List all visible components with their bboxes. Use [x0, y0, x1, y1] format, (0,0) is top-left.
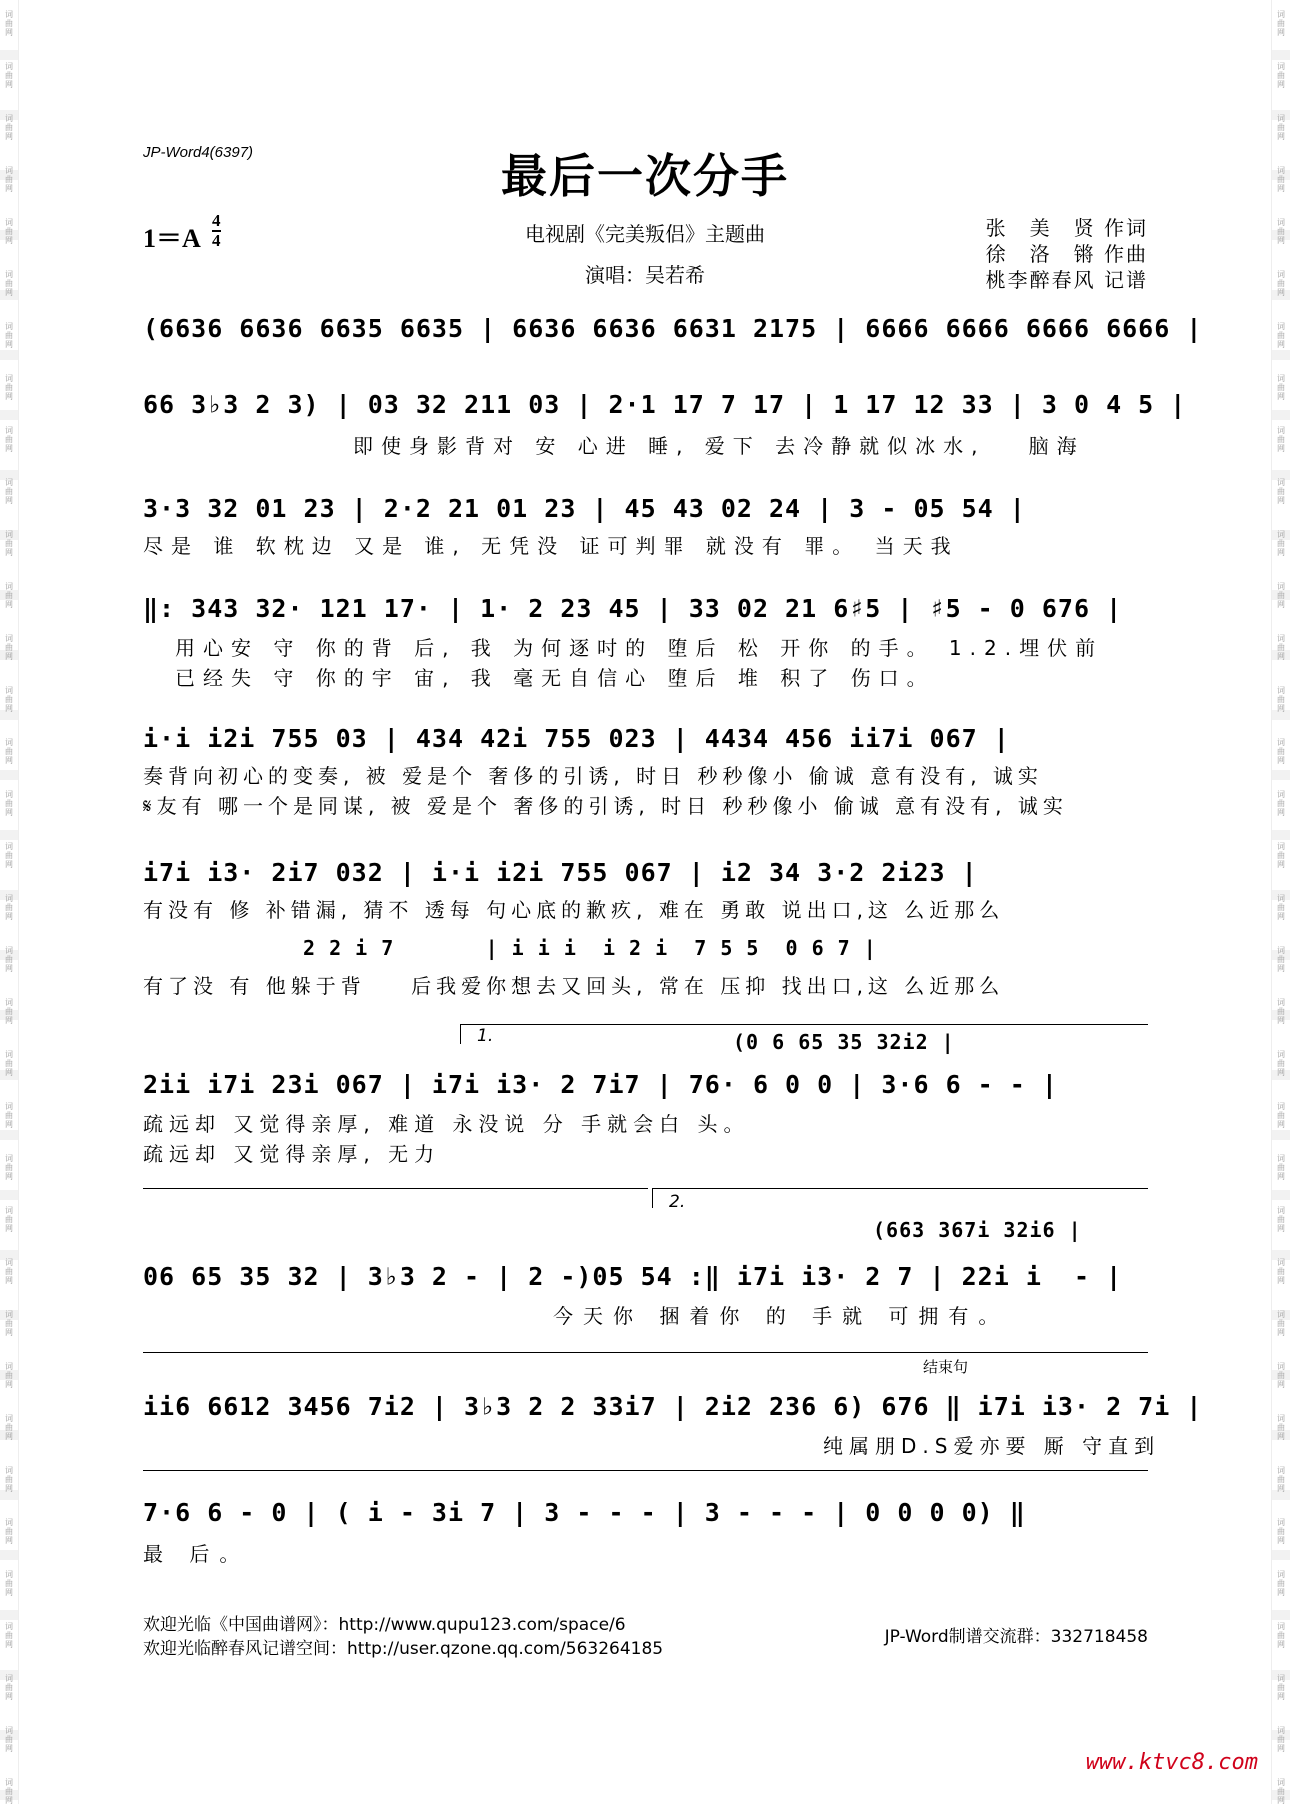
watermark-text: 词曲网: [5, 1466, 13, 1493]
watermark-text: 词曲网: [1277, 1362, 1285, 1389]
watermark-text: 词曲网: [5, 1362, 13, 1389]
notation-above: (0 6 65 35 32i2 |: [733, 1030, 955, 1054]
lyric-line: 有没有 修 补错漏, 猜不 透每 句心底的歉疚, 难在 勇敢 说出口,这 么近那么: [143, 898, 1005, 922]
watermark-text: 词曲网: [1277, 998, 1285, 1025]
watermark-text: 词曲网: [5, 1258, 13, 1285]
notation-line: 2 2 i 7 | i i i i 2 i 7 5 5 0 6 7 |: [303, 936, 877, 960]
watermark-text: 词曲网: [1277, 478, 1285, 505]
watermark-text: 词曲网: [5, 270, 13, 297]
notation-line: 2ii i7i 23i 067 | i7i i3· 2 7i7 | 76· 6 0 0 | 3·6 6 - - |: [143, 1070, 1058, 1099]
lyric-line: 即使身影背对 安 心进 睡, 爱下 去冷静就似冰水, 脑海: [353, 434, 1085, 458]
song-title: 最后一次分手: [501, 149, 789, 203]
watermark-text: 词曲网: [1277, 1726, 1285, 1753]
watermark-text: 词曲网: [1277, 218, 1285, 245]
subtitle: 电视剧《完美叛侣》主题曲: [525, 222, 765, 246]
watermark-text: 词曲网: [1277, 166, 1285, 193]
notation-line: 66 3♭3 2 3) | 03 32 211 03 | 2·1 17 7 17 | 1 17 12 33 | 3 0 4 5 |: [143, 390, 1187, 419]
watermark-text: 词曲网: [1277, 1778, 1285, 1805]
watermark-text: 词曲网: [1277, 270, 1285, 297]
watermark-text: 词曲网: [5, 1206, 13, 1233]
watermark-text: 词曲网: [1277, 1570, 1285, 1597]
watermark-text: 词曲网: [1277, 1154, 1285, 1181]
lyricist: 张 美 贤 作词: [985, 216, 1148, 240]
watermark-text: 词曲网: [5, 790, 13, 817]
watermark-text: 词曲网: [5, 322, 13, 349]
watermark-text: 词曲网: [5, 218, 13, 245]
staff-divider: [143, 1470, 1148, 1471]
watermark-text: 词曲网: [1277, 634, 1285, 661]
watermark-text: 词曲网: [1277, 1414, 1285, 1441]
watermark-text: 词曲网: [5, 634, 13, 661]
watermark-text: 词曲网: [5, 1726, 13, 1753]
key-signature: 1＝A: [143, 224, 201, 253]
watermark-text: 词曲网: [5, 998, 13, 1025]
score-system-9: [143, 1188, 1148, 1328]
score-system-6: [143, 858, 1148, 928]
watermark-text: 词曲网: [1277, 322, 1285, 349]
lyric-line: 今天你 捆着你 的 手就 可拥有。: [553, 1304, 1009, 1328]
watermark-text: 词曲网: [1277, 1622, 1285, 1649]
watermark-text: 词曲网: [5, 1414, 13, 1441]
website-logo: www.ktvc8.com: [1085, 1750, 1258, 1775]
score-system-10: [143, 1352, 1203, 1462]
watermark-text: 词曲网: [1277, 946, 1285, 973]
score-system-11: [143, 1498, 1148, 1578]
notation-above: (663 367i 32i6 |: [873, 1218, 1082, 1242]
footer-link-qupu[interactable]: 欢迎光临《中国曲谱网》：http://www.qupu123.com/space/6: [143, 1615, 626, 1635]
watermark-text: 词曲网: [5, 1102, 13, 1129]
software-tag: JP-Word4(6397): [143, 144, 254, 161]
notation-line: (6636 6636 6635 6635 | 6636 6636 6631 2175 | 6666 6666 6666 6666 |: [143, 314, 1203, 343]
lyric-line: 用心安 守 你的背 后, 我 为何逐吋的 堕后 松 开你 的手。 1.2.埋伏前: [175, 636, 1104, 660]
watermark-text: 词曲网: [1277, 114, 1285, 141]
lyric-line: 奏背向初心的变奏, 被 爱是个 奢侈的引诱, 时日 秒秒像小 偷诚 意有没有, 诚实: [143, 764, 1043, 788]
score-system-5: [143, 724, 1148, 824]
watermark-text: 词曲网: [1277, 62, 1285, 89]
notation-line: 7·6 6 - 0 | ( i - 3i 7 | 3 - - - | 3 - - - | 0 0 0 0) ‖: [143, 1498, 1026, 1527]
watermark-text: 词曲网: [1277, 1050, 1285, 1077]
transcriber: 桃李醉春风 记谱: [985, 268, 1148, 292]
notation-line: ii6 6612 3456 7i2 | 3♭3 2 2 33i7 | 2i2 236 6) 676 ‖ i7i i3· 2 7i |: [143, 1392, 1203, 1421]
watermark-text: 词曲网: [5, 166, 13, 193]
footer-link-qzone[interactable]: 欢迎光临醉春风记谱空间：http://user.qzone.qq.com/563264185: [143, 1639, 664, 1659]
watermark-text: 词曲网: [5, 582, 13, 609]
watermark-text: 词曲网: [1277, 1102, 1285, 1129]
lyric-line: 最 后。: [143, 1542, 250, 1566]
watermark-text: 词曲网: [1277, 582, 1285, 609]
watermark-text: 词曲网: [5, 1674, 13, 1701]
watermark-text: 词曲网: [1277, 426, 1285, 453]
watermark-text: 词曲网: [5, 1154, 13, 1181]
meter-bottom: 4: [212, 231, 221, 250]
watermark-text: 词曲网: [5, 842, 13, 869]
singer: 演唱：吴若希: [585, 263, 705, 287]
watermark-text: 词曲网: [1277, 374, 1285, 401]
watermark-text: 词曲网: [1277, 738, 1285, 765]
watermark-text: 词曲网: [5, 10, 13, 37]
watermark-text: 词曲网: [1277, 686, 1285, 713]
notation-line: 06 65 35 32 | 3♭3 2 - | 2 -)05 54 :‖ i7i i3· 2 7 | 22i i - |: [143, 1262, 1123, 1291]
watermark-text: 词曲网: [1277, 1466, 1285, 1493]
watermark-text: 词曲网: [5, 426, 13, 453]
watermark-text: 词曲网: [1277, 790, 1285, 817]
lyric-line: 纯属朋D.S爱亦要 厮 守直到: [823, 1434, 1161, 1458]
watermark-text: 词曲网: [1277, 894, 1285, 921]
meter-top: 4: [212, 211, 221, 230]
lyric-line: 疏远却 又觉得亲厚, 无力: [143, 1142, 441, 1166]
watermark-text: 词曲网: [1277, 1518, 1285, 1545]
score-system-2: [143, 390, 1187, 460]
watermark-text: 词曲网: [5, 686, 13, 713]
notation-line: ‖: 343 32· 121 17· | 1· 2 23 45 | 33 02 21 6♯5 | ♯5 - 0 676 |: [143, 594, 1123, 623]
watermark-text: 词曲网: [5, 1622, 13, 1649]
composer: 徐 洛 锵 作曲: [985, 242, 1148, 266]
watermark-text: 词曲网: [5, 1570, 13, 1597]
lyric-line: 尽是 谁 软枕边 又是 谁, 无凭没 证可判罪 就没有 罪。 当天我: [143, 534, 959, 558]
watermark-text: 词曲网: [5, 478, 13, 505]
watermark-text: 词曲网: [1277, 10, 1285, 37]
lyric-line: 疏远却 又觉得亲厚, 难道 永没说 分 手就会白 头。: [143, 1112, 750, 1136]
watermark-text: 词曲网: [5, 894, 13, 921]
watermark-text: 词曲网: [5, 738, 13, 765]
watermark-text: 词曲网: [5, 1518, 13, 1545]
lyric-line: 有了没 有 他躲于背 后我爱你想去又回头, 常在 压抑 找出口,这 么近那么: [143, 974, 1005, 998]
watermark-text: 词曲网: [1277, 842, 1285, 869]
notation-line: i·i i2i 755 03 | 434 42i 755 023 | 4434 456 ii7i 067 |: [143, 724, 1010, 753]
volta-1-label: 1.: [477, 1026, 494, 1046]
notation-line: 3·3 32 01 23 | 2·2 21 01 23 | 45 43 02 24 | 3 - 05 54 |: [143, 494, 1026, 523]
lyric-line: 𝄋友有 哪一个是同谋, 被 爱是个 奢侈的引诱, 时日 秒秒像小 偷诚 意有没有, 诚实: [143, 794, 1068, 818]
watermark-text: 词曲网: [5, 62, 13, 89]
volta-2-label: 2.: [669, 1192, 686, 1212]
watermark-text: 词曲网: [1277, 1310, 1285, 1337]
watermark-text: 词曲网: [5, 1050, 13, 1077]
watermark-text: 词曲网: [5, 530, 13, 557]
watermark-text: 词曲网: [5, 374, 13, 401]
watermark-text: 词曲网: [5, 114, 13, 141]
watermark-text: 词曲网: [5, 1778, 13, 1805]
notation-line: i7i i3· 2i7 032 | i·i i2i 755 067 | i2 34 3·2 2i23 |: [143, 858, 978, 887]
watermark-text: 词曲网: [5, 946, 13, 973]
score-system-8: [143, 1024, 1148, 1166]
watermark-text: 词曲网: [1277, 1674, 1285, 1701]
watermark-text: 词曲网: [1277, 530, 1285, 557]
score-system-4: [143, 594, 1148, 694]
score-system-7: [143, 936, 1148, 1006]
lyric-line: 已经失 守 你的宇 宙, 我 毫无自信心 堕后 堆 积了 伤口。: [175, 666, 935, 690]
footer-group: JP-Word制谱交流群：332718458: [884, 1627, 1148, 1647]
coda-label: 结束句: [923, 1358, 969, 1376]
score-system-3: [143, 494, 1148, 564]
score-system-1: [143, 314, 1203, 364]
watermark-text: 词曲网: [5, 1310, 13, 1337]
watermark-text: 词曲网: [1277, 1258, 1285, 1285]
watermark-text: 词曲网: [1277, 1206, 1285, 1233]
